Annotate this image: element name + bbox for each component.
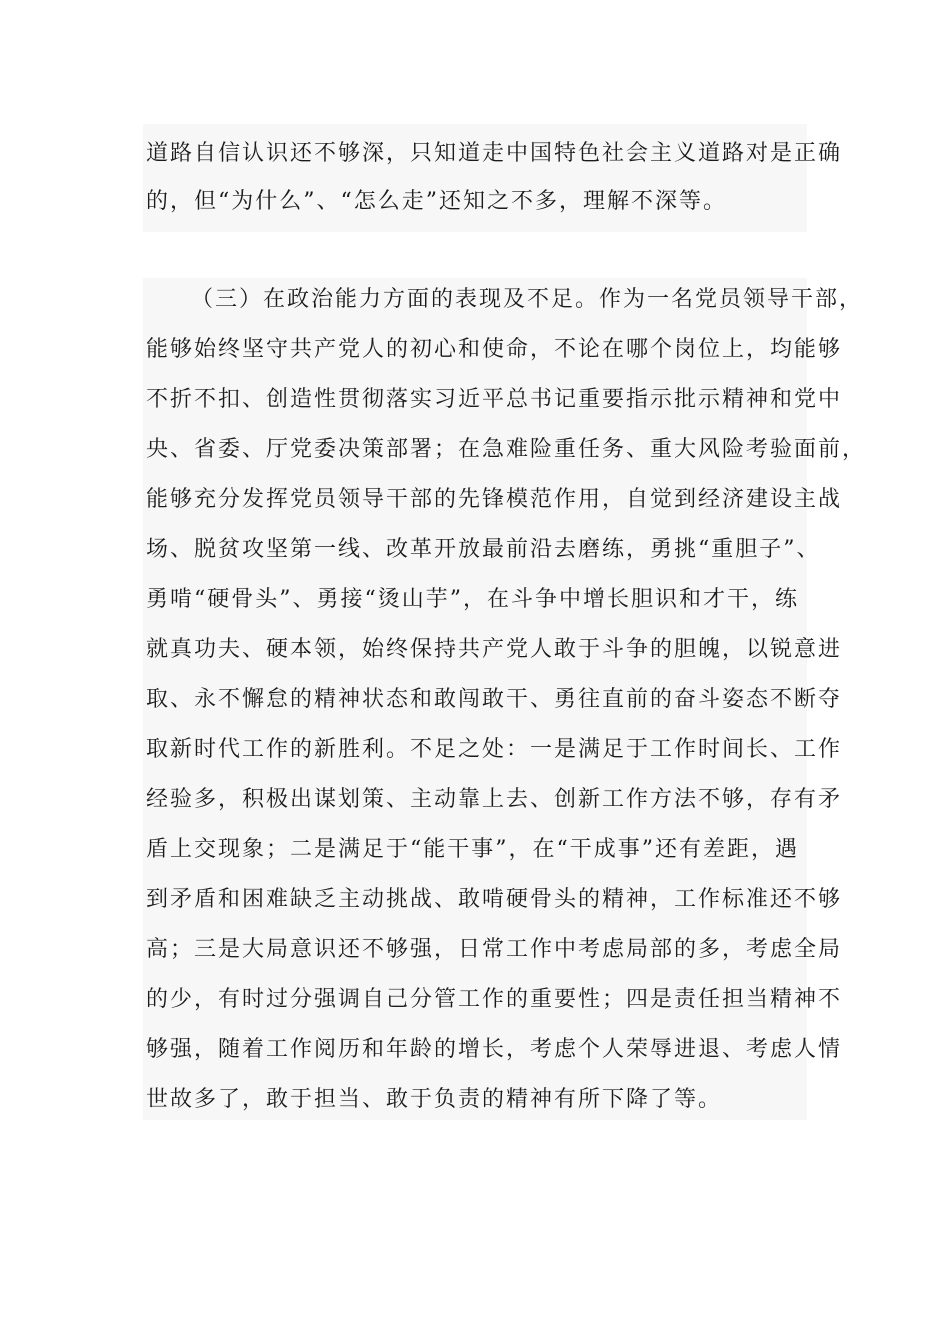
text-line: 取、永不懈怠的精神状态和敢闯敢干、勇往直前的奋斗姿态不断夺 bbox=[146, 687, 843, 712]
paragraph-continuation bbox=[143, 124, 843, 232]
text-line: 盾上交现象；二是满足于“能干事”，在“干成事”还有差距，遇 bbox=[146, 837, 799, 862]
text-line: 的，但“为什么”、“怎么走”还知之不多，理解不深等。 bbox=[146, 189, 727, 214]
text-line: 的少，有时过分强调自己分管工作的重要性；四是责任担当精神不 bbox=[146, 987, 843, 1012]
text-line: 能够充分发挥党员领导干部的先锋模范作用，自觉到经济建设主战 bbox=[146, 487, 843, 512]
text-line: 不折不扣、创造性贯彻落实习近平总书记重要指示批示精神和党中 bbox=[146, 387, 843, 412]
text-line: 能够始终坚守共产党人的初心和使命，不论在哪个岗位上，均能够 bbox=[146, 337, 843, 362]
text-line: 够强，随着工作阅历和年龄的增长，考虑个人荣辱进退、考虑人情 bbox=[146, 1037, 843, 1062]
text-line: 高；三是大局意识还不够强，日常工作中考虑局部的多，考虑全局 bbox=[146, 937, 843, 962]
text-line: 到矛盾和困难缺乏主动挑战、敢啃硬骨头的精神，工作标准还不够 bbox=[146, 887, 843, 912]
text-line: 道路自信认识还不够深，只知道走中国特色社会主义道路对是正确 bbox=[146, 141, 843, 166]
text-line: 勇啃“硬骨头”、勇接“烫山芋”，在斗争中增长胆识和才干，练 bbox=[146, 587, 799, 612]
text-line: 取新时代工作的新胜利。不足之处：一是满足于工作时间长、工作 bbox=[146, 737, 843, 762]
paragraph-heading-line: （三）在政治能力方面的表现及不足。作为一名党员领导干部， bbox=[191, 287, 864, 312]
text-line: 世故多了，敢于担当、敢于负责的精神有所下降了等。 bbox=[146, 1087, 723, 1112]
text-line: 央、省委、厅党委决策部署；在急难险重任务、重大风险考验面前， bbox=[146, 437, 867, 462]
text-line: 场、脱贫攻坚第一线、改革开放最前沿去磨练，勇挑“重胆子”、 bbox=[146, 537, 821, 562]
paragraph-political-ability bbox=[143, 278, 867, 1120]
text-line: 就真功夫、硬本领，始终保持共产党人敢于斗争的胆魄，以锐意进 bbox=[146, 637, 843, 662]
text-line: 经验多，积极出谋划策、主动靠上去、创新工作方法不够，存有矛 bbox=[146, 787, 843, 812]
